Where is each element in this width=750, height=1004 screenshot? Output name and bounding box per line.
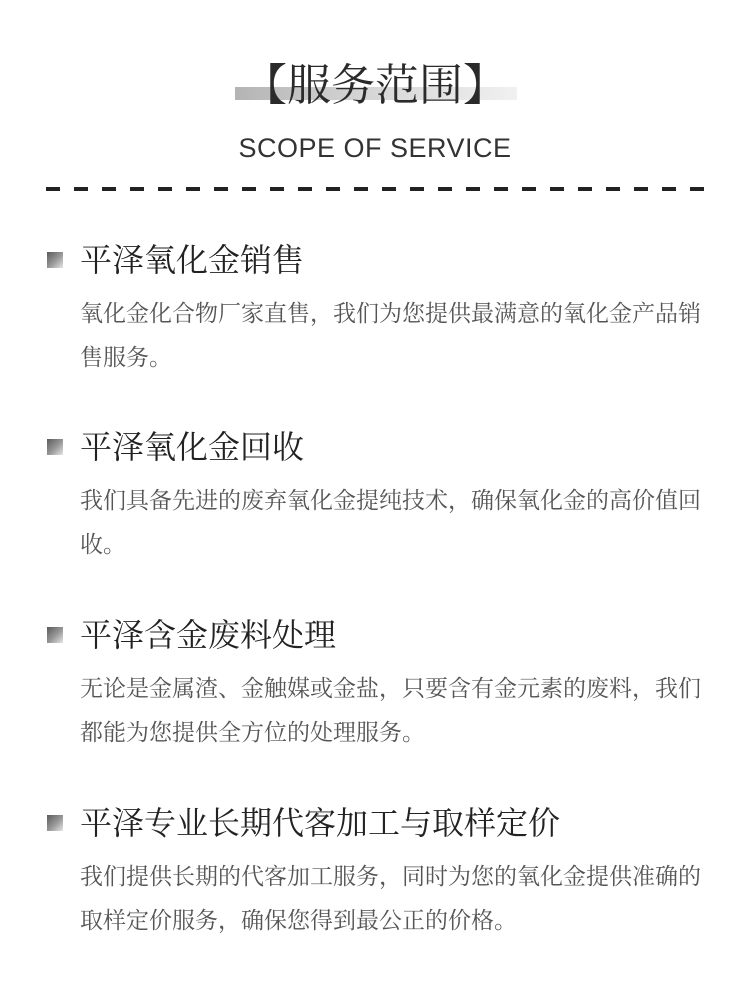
section-header	[0, 613, 750, 657]
page-title: 【服务范围】	[243, 60, 507, 111]
square-bullet-icon	[47, 252, 63, 268]
title-block	[0, 56, 750, 116]
section-header	[0, 801, 750, 845]
section-header	[0, 238, 750, 282]
square-bullet-icon	[47, 439, 63, 455]
page-subtitle: SCOPE OF SERVICE	[238, 133, 512, 163]
square-bullet-icon	[47, 627, 63, 643]
square-bullet-icon	[47, 815, 63, 831]
section-title: 平泽氧化金销售	[80, 241, 305, 279]
section-title: 平泽专业长期代客加工与取样定价	[80, 804, 561, 842]
section-description: 我们具备先进的废弃氧化金提纯技术，确保氧化金的高价值回收。	[80, 488, 701, 558]
section-description: 无论是金属渣、金触媒或金盐，只要含有金元素的废料，我们都能为您提供全方位的处理服务。	[80, 676, 701, 746]
section-description: 我们提供长期的代客加工服务，同时为您的氧化金提供准确的取样定价服务，确保您得到最公正的价格。	[80, 864, 701, 934]
page-header	[0, 0, 750, 200]
section-title: 平泽含金废料处理	[80, 616, 337, 654]
section-header	[0, 425, 750, 469]
section-description: 氧化金化合物厂家直售，我们为您提供最满意的氧化金产品销售服务。	[80, 301, 701, 371]
section-title: 平泽氧化金回收	[80, 428, 305, 466]
dashed-divider	[46, 187, 706, 191]
